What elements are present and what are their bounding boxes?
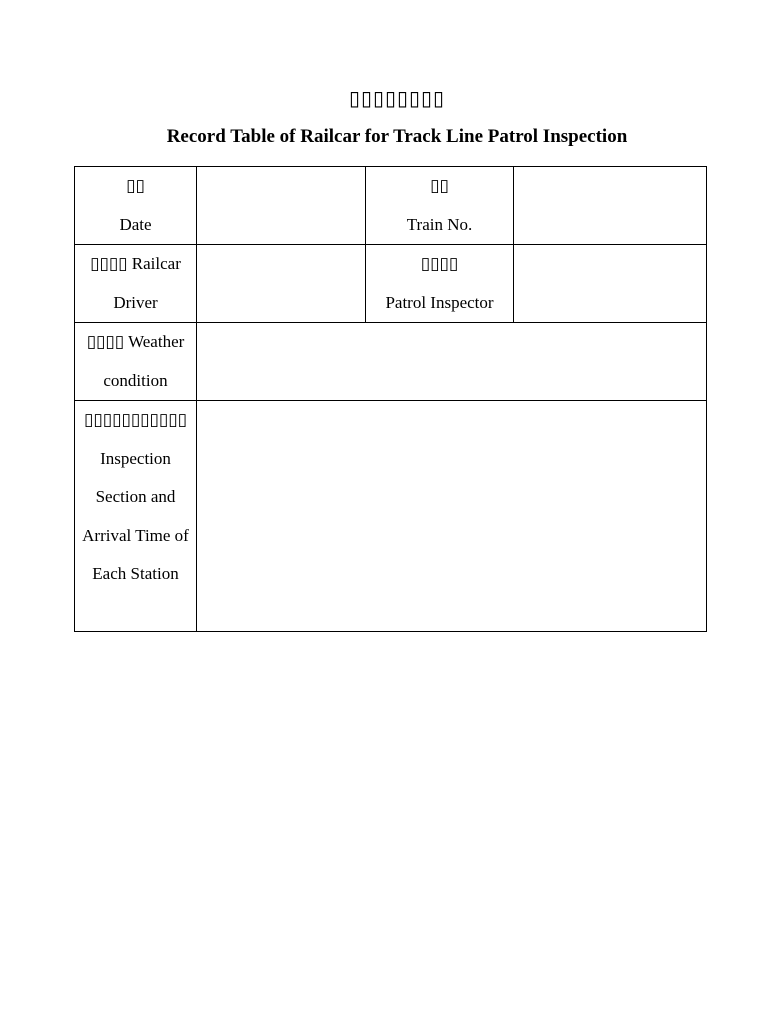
inspection-section-value-cell[interactable] xyxy=(197,401,707,632)
date-label-en: Date xyxy=(119,214,152,234)
table-row xyxy=(75,167,707,245)
railcar-driver-label-cell xyxy=(75,245,197,323)
record-table xyxy=(74,166,707,632)
weather-label-en: Weather condition xyxy=(103,332,185,390)
inspection-section-label-cn: ▯▯▯▯▯▯▯▯▯▯▯ xyxy=(84,410,187,429)
weather-value-cell[interactable] xyxy=(197,323,707,401)
date-value-cell[interactable] xyxy=(197,167,366,245)
patrol-inspector-label-en: Patrol Inspector xyxy=(385,292,494,312)
patrol-inspector-value-cell[interactable] xyxy=(514,245,707,323)
weather-label-cell xyxy=(75,323,197,401)
railcar-driver-label-cn: ▯▯▯▯ xyxy=(90,254,128,273)
inspection-section-label-cell xyxy=(75,401,197,632)
weather-label-cn: ▯▯▯▯ xyxy=(86,332,125,351)
inspection-section-label-en: Inspection Section and Arrival Time of Each Station xyxy=(82,448,189,583)
date-label-cell xyxy=(75,167,197,245)
train-no-label-cell xyxy=(366,167,514,245)
page-title-english: Record Table of Railcar for Track Line Patrol Inspection xyxy=(166,126,628,147)
table-row xyxy=(75,245,707,323)
railcar-driver-value-cell[interactable] xyxy=(197,245,366,323)
patrol-inspector-label-cn: ▯▯▯▯ xyxy=(420,254,459,273)
table-row xyxy=(75,323,707,401)
date-label-cn: ▯▯ xyxy=(126,176,145,195)
train-no-label-en: Train No. xyxy=(406,214,473,234)
table-row xyxy=(75,401,707,632)
train-no-value-cell[interactable] xyxy=(514,167,707,245)
train-no-label-cn: ▯▯ xyxy=(430,176,449,195)
railcar-driver-label-en: Railcar Driver xyxy=(113,254,181,312)
page-title-chinese: ▯▯▯▯▯▯▯▯ xyxy=(348,88,446,110)
patrol-inspector-label-cell xyxy=(366,245,514,323)
